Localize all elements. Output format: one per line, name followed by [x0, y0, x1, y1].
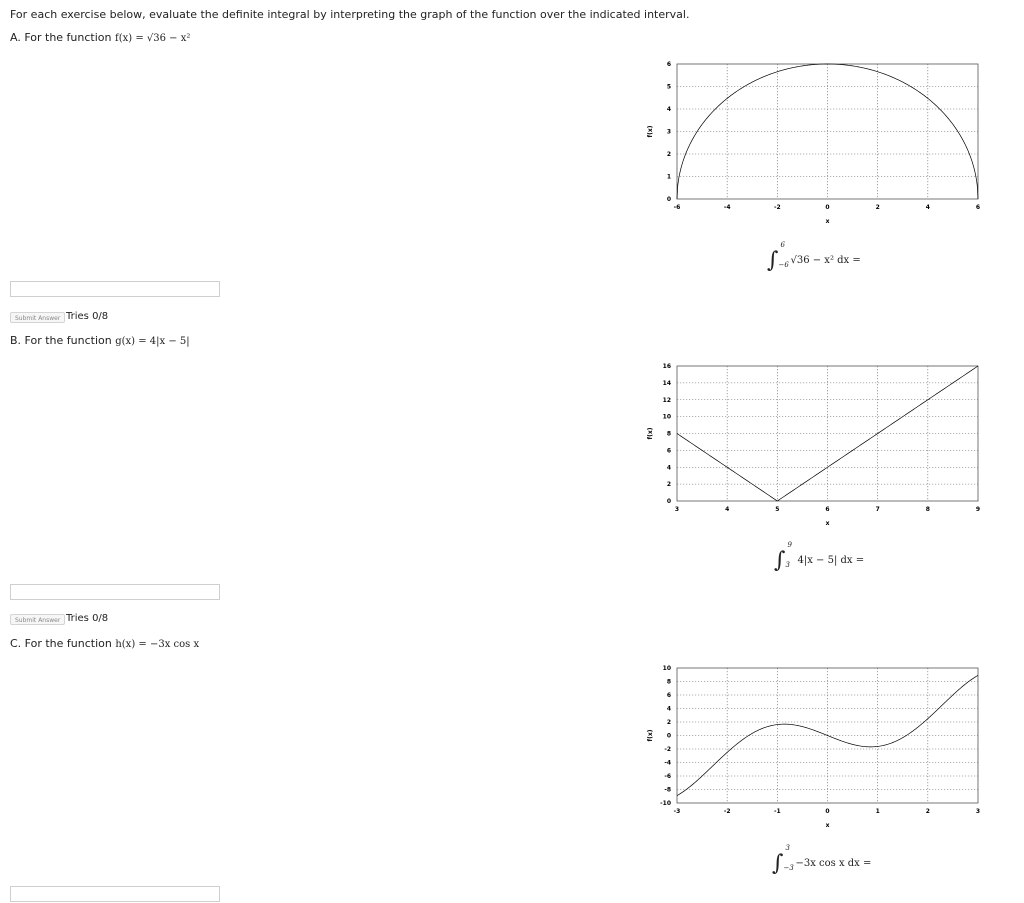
y-tick-label: 4	[666, 464, 671, 472]
integral-a-upper: 6	[780, 240, 785, 249]
graph-a	[640, 56, 990, 236]
x-tick-label: 6	[975, 204, 981, 211]
integral-c-upper: 3	[785, 843, 790, 852]
y-tick-label: 1	[666, 173, 671, 181]
y-axis-label: f(x)	[647, 729, 654, 742]
x-tick-label: -2	[773, 204, 781, 211]
x-tick-label: 3	[674, 506, 680, 513]
x-tick-label: 2	[875, 204, 880, 211]
integral-sign-icon: ∫	[772, 851, 784, 876]
submit-answer-button-a[interactable]: Submit Answer	[10, 312, 65, 323]
x-axis-label: x	[825, 822, 830, 829]
y-axis-label: f(x)	[647, 125, 654, 138]
y-tick-label: -10	[660, 800, 671, 807]
part-a-heading	[10, 31, 190, 44]
y-tick-label: 2	[666, 719, 671, 726]
x-tick-label: 4	[725, 506, 730, 513]
x-tick-label: 8	[925, 506, 930, 513]
y-tick-label: 6	[666, 692, 671, 699]
answer-input-a[interactable]	[10, 281, 220, 297]
graph-b	[640, 358, 990, 538]
part-c-heading	[10, 637, 199, 650]
part-c-function: h(x) = −3x cos x	[115, 639, 200, 650]
y-tick-label: -2	[664, 746, 671, 753]
part-b-function: g(x) = 4|x − 5|	[115, 336, 190, 347]
integral-c	[772, 843, 872, 876]
part-b-heading	[10, 334, 190, 347]
graph-c	[640, 660, 990, 840]
y-tick-label: 3	[666, 128, 671, 136]
y-tick-label: 10	[662, 665, 671, 672]
integral-c-integrand: −3x cos x dx =	[795, 858, 872, 869]
y-tick-label: 8	[666, 430, 671, 438]
y-tick-label: 14	[662, 379, 671, 387]
x-tick-label: 0	[825, 204, 830, 211]
y-tick-label: 6	[666, 447, 671, 455]
x-tick-label: 1	[875, 808, 880, 815]
instructions: For each exercise below, evaluate the definite integral by interpreting the graph of the function over the indicated interval.	[10, 8, 690, 21]
x-tick-label: 9	[975, 506, 981, 513]
y-tick-label: -6	[664, 773, 671, 780]
x-tick-label: 6	[825, 506, 830, 513]
y-tick-label: 0	[666, 196, 671, 203]
y-tick-label: 2	[666, 151, 671, 158]
x-axis-label: x	[825, 520, 830, 527]
y-axis-label: f(x)	[647, 427, 654, 440]
x-tick-label: -6	[673, 204, 681, 211]
y-tick-label: 16	[662, 363, 671, 370]
y-tick-label: 10	[662, 413, 671, 421]
y-tick-label: -8	[664, 786, 671, 794]
x-tick-label: -4	[723, 204, 731, 211]
x-tick-label: -2	[723, 808, 731, 815]
part-a-heading-text: A. For the function	[10, 31, 112, 44]
y-tick-label: 2	[666, 481, 671, 489]
integral-b-integrand: 4|x − 5| dx =	[797, 555, 865, 566]
integral-sign-icon: ∫	[767, 248, 779, 273]
x-tick-label: 3	[975, 808, 981, 815]
y-tick-label: 12	[662, 396, 671, 404]
y-tick-label: -4	[664, 759, 671, 767]
answer-input-b[interactable]	[10, 584, 220, 600]
y-tick-label: 0	[666, 732, 671, 740]
y-tick-label: 4	[666, 705, 671, 713]
integral-b	[774, 540, 865, 573]
part-c-heading-text: C. For the function	[10, 637, 112, 650]
x-tick-label: 7	[875, 506, 880, 513]
tries-counter-b: Tries 0/8	[66, 613, 109, 624]
y-tick-label: 4	[666, 106, 671, 113]
x-tick-label: 2	[925, 808, 930, 815]
integral-b-lower: 3	[785, 560, 790, 569]
x-tick-label: 0	[825, 808, 830, 815]
integral-b-upper: 9	[787, 540, 792, 549]
y-tick-label: 6	[666, 61, 671, 68]
x-tick-label: 4	[925, 204, 930, 211]
y-tick-label: 8	[666, 678, 671, 686]
x-axis-label: x	[825, 218, 830, 225]
x-tick-label: -1	[773, 808, 781, 815]
part-a-function: f(x) = √36 − x²	[115, 33, 191, 44]
x-tick-label: 5	[775, 506, 780, 513]
integral-c-lower: −3	[783, 863, 794, 872]
y-tick-label: 5	[666, 83, 671, 91]
tries-counter-a: Tries 0/8	[66, 311, 109, 322]
integral-a	[767, 240, 861, 273]
part-b-heading-text: B. For the function	[10, 334, 112, 347]
y-tick-label: 0	[666, 498, 671, 505]
integral-a-lower: −6	[778, 260, 789, 269]
answer-input-c[interactable]	[10, 886, 220, 902]
integral-a-integrand: √36 − x² dx =	[790, 255, 861, 266]
integral-sign-icon: ∫	[774, 548, 786, 573]
submit-answer-button-b[interactable]: Submit Answer	[10, 614, 65, 625]
x-tick-label: -3	[673, 808, 681, 815]
